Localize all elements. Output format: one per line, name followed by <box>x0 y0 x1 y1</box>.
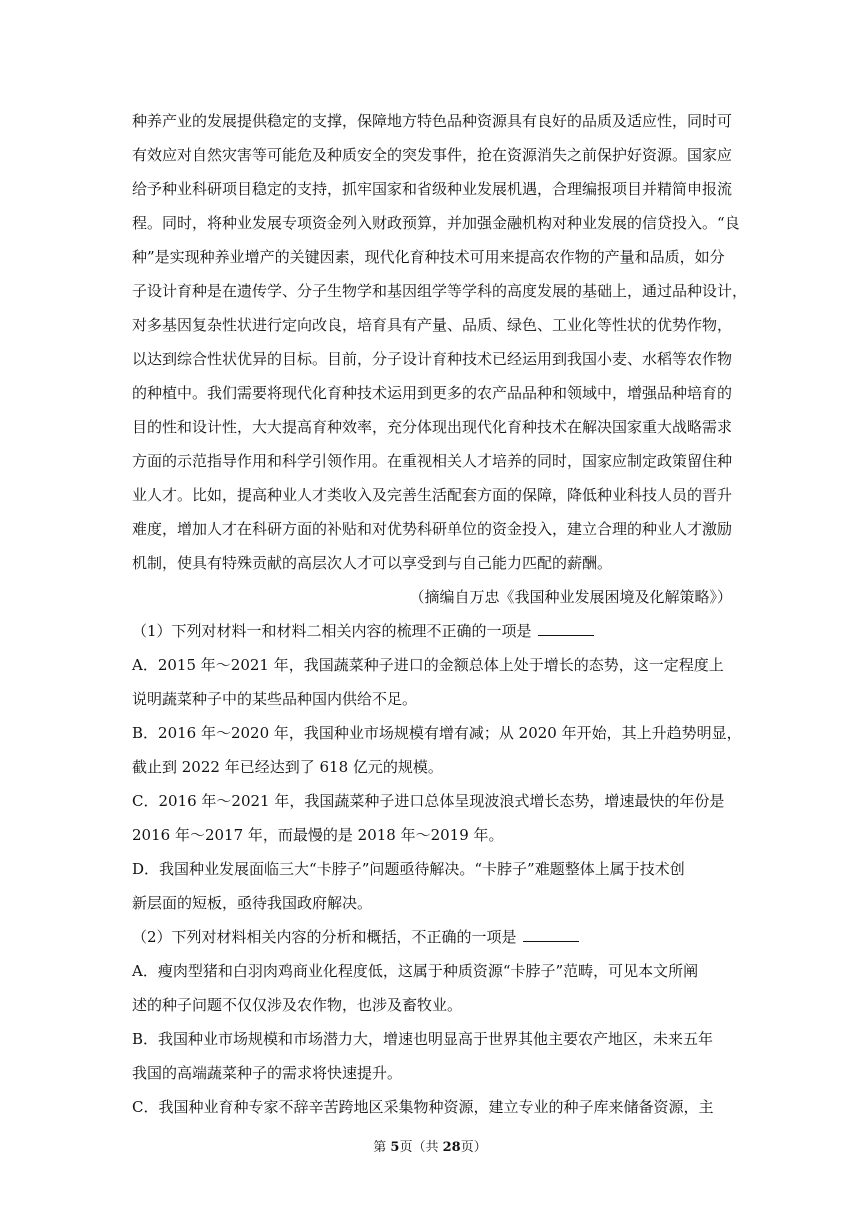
question-2-text: （2）下列对材料相关内容的分析和概括，不正确的一项是 <box>132 928 517 946</box>
passage-line: 以达到综合性状优异的目标。目前，分子设计育种技术已经运用到我国小麦、水稻等农作物 <box>132 350 733 368</box>
question-2-option-a[interactable] <box>132 954 732 1022</box>
option-line: A．2015 年～2021 年，我国蔬菜种子进口的金额总体上处于增长的态势，这一定程度上 <box>132 656 724 674</box>
question-2-stem <box>132 920 732 954</box>
question-1-option-d[interactable] <box>132 852 732 920</box>
footer-total-pages: 28 <box>442 1140 461 1155</box>
option-line: 截止到 2022 年已经达到了 618 亿元的规模。 <box>132 758 443 776</box>
answer-blank[interactable] <box>523 927 579 942</box>
question-2-option-b[interactable] <box>132 1022 732 1090</box>
option-line: B．我国种业市场规模和市场潜力大，增速也明显高于世界其他主要农产地区，未来五年 <box>132 1030 714 1048</box>
passage-line: 有效应对自然灾害等可能危及种质安全的突发事件，抢在资源消失之前保护好资源。国家应 <box>132 146 733 164</box>
footer-prefix: 第 <box>373 1140 391 1155</box>
passage-line: 给予种业科研项目稳定的支持，抓牢国家和省级种业发展机遇，合理编报项目并精简申报流 <box>132 180 733 198</box>
passage-line: 种”是实现种养业增产的关键因素，现代化育种技术可用来提高农作物的产量和品质，如分 <box>132 248 725 266</box>
option-line: 新层面的短板，亟待我国政府解决。 <box>132 894 373 912</box>
option-line: A．瘦肉型猪和白羽肉鸡商业化程度低，这属于种质资源“卡脖子”范畴，可见本文所阐 <box>132 962 699 980</box>
passage-line: 目的性和设计性，大大提高育种效率，充分体现出现代化育种技术在解决国家重大战略需求 <box>132 418 733 436</box>
passage-line: 方面的示范指导作用和科学引领作用。在重视相关人才培养的同时，国家应制定政策留住种 <box>132 452 733 470</box>
question-1-stem <box>132 614 732 648</box>
page-content <box>132 104 748 1124</box>
passage-line: 机制，使具有特殊贡献的高层次人才可以享受到与自己能力匹配的薪酬。 <box>132 554 613 572</box>
passage-line: 子设计育种是在遗传学、分子生物学和基因组学等学科的高度发展的基础上，通过品种设计， <box>132 282 748 300</box>
passage-line: 种养产业的发展提供稳定的支撑，保障地方特色品种资源具有良好的品质及适应性，同时可 <box>132 112 733 130</box>
answer-blank[interactable] <box>538 621 594 636</box>
option-line: C．2016 年～2021 年，我国蔬菜种子进口总体呈现波浪式增长态势，增速最快的年份是 <box>132 792 725 810</box>
source-citation: （摘编自万忠《我国种业发展困境及化解策略》） <box>409 588 732 606</box>
option-line: 2016 年～2017 年，而最慢的是 2018 年～2019 年。 <box>132 826 504 844</box>
footer-page-number: 5 <box>390 1140 400 1155</box>
option-line: 我国的高端蔬菜种子的需求将快速提升。 <box>132 1064 403 1082</box>
option-line: C．我国种业育种专家不辞辛苦跨地区采集物种资源，建立专业的种子库来储备资源，主 <box>132 1098 714 1116</box>
passage-line: 程。同时，将种业发展专项资金列入财政预算，并加强金融机构对种业发展的信贷投入。“良 <box>132 214 740 232</box>
question-1-option-a[interactable] <box>132 648 732 716</box>
footer-middle: 页（共 <box>399 1140 443 1155</box>
passage-line: 业人才。比如，提高种业人才类收入及完善生活配套方面的保障，降低种业科技人员的晋升 <box>132 486 733 504</box>
option-line: D．我国种业发展面临三大“卡脖子”问题亟待解决。“卡脖子”难题整体上属于技术创 <box>132 860 685 878</box>
question-1-text: （1）下列对材料一和材料二相关内容的梳理不正确的一项是 <box>132 622 532 640</box>
option-line: 说明蔬菜种子中的某些品种国内供给不足。 <box>132 690 418 708</box>
passage-line: 的种植中。我们需要将现代化育种技术运用到更多的农产品品种和领域中，增强品种培育的 <box>132 384 733 402</box>
page-footer <box>0 1136 860 1155</box>
footer-suffix: 页） <box>460 1140 487 1155</box>
passage-line: 难度，增加人才在科研方面的补贴和对优势科研单位的资金投入，建立合理的种业人才激励 <box>132 520 733 538</box>
question-1-option-b[interactable] <box>132 716 742 784</box>
question-1-option-c[interactable] <box>132 784 732 852</box>
question-2-option-c[interactable] <box>132 1090 732 1124</box>
option-line: 述的种子问题不仅仅涉及农作物，也涉及畜牧业。 <box>132 996 463 1014</box>
passage <box>132 104 748 580</box>
passage-line: 对多基因复杂性状进行定向改良，培育具有产量、品质、绿色、工业化等性状的优势作物， <box>132 316 733 334</box>
option-line: B．2016 年～2020 年，我国种业市场规模有增有减；从 2020 年开始，其上升趋势明显， <box>132 724 742 742</box>
